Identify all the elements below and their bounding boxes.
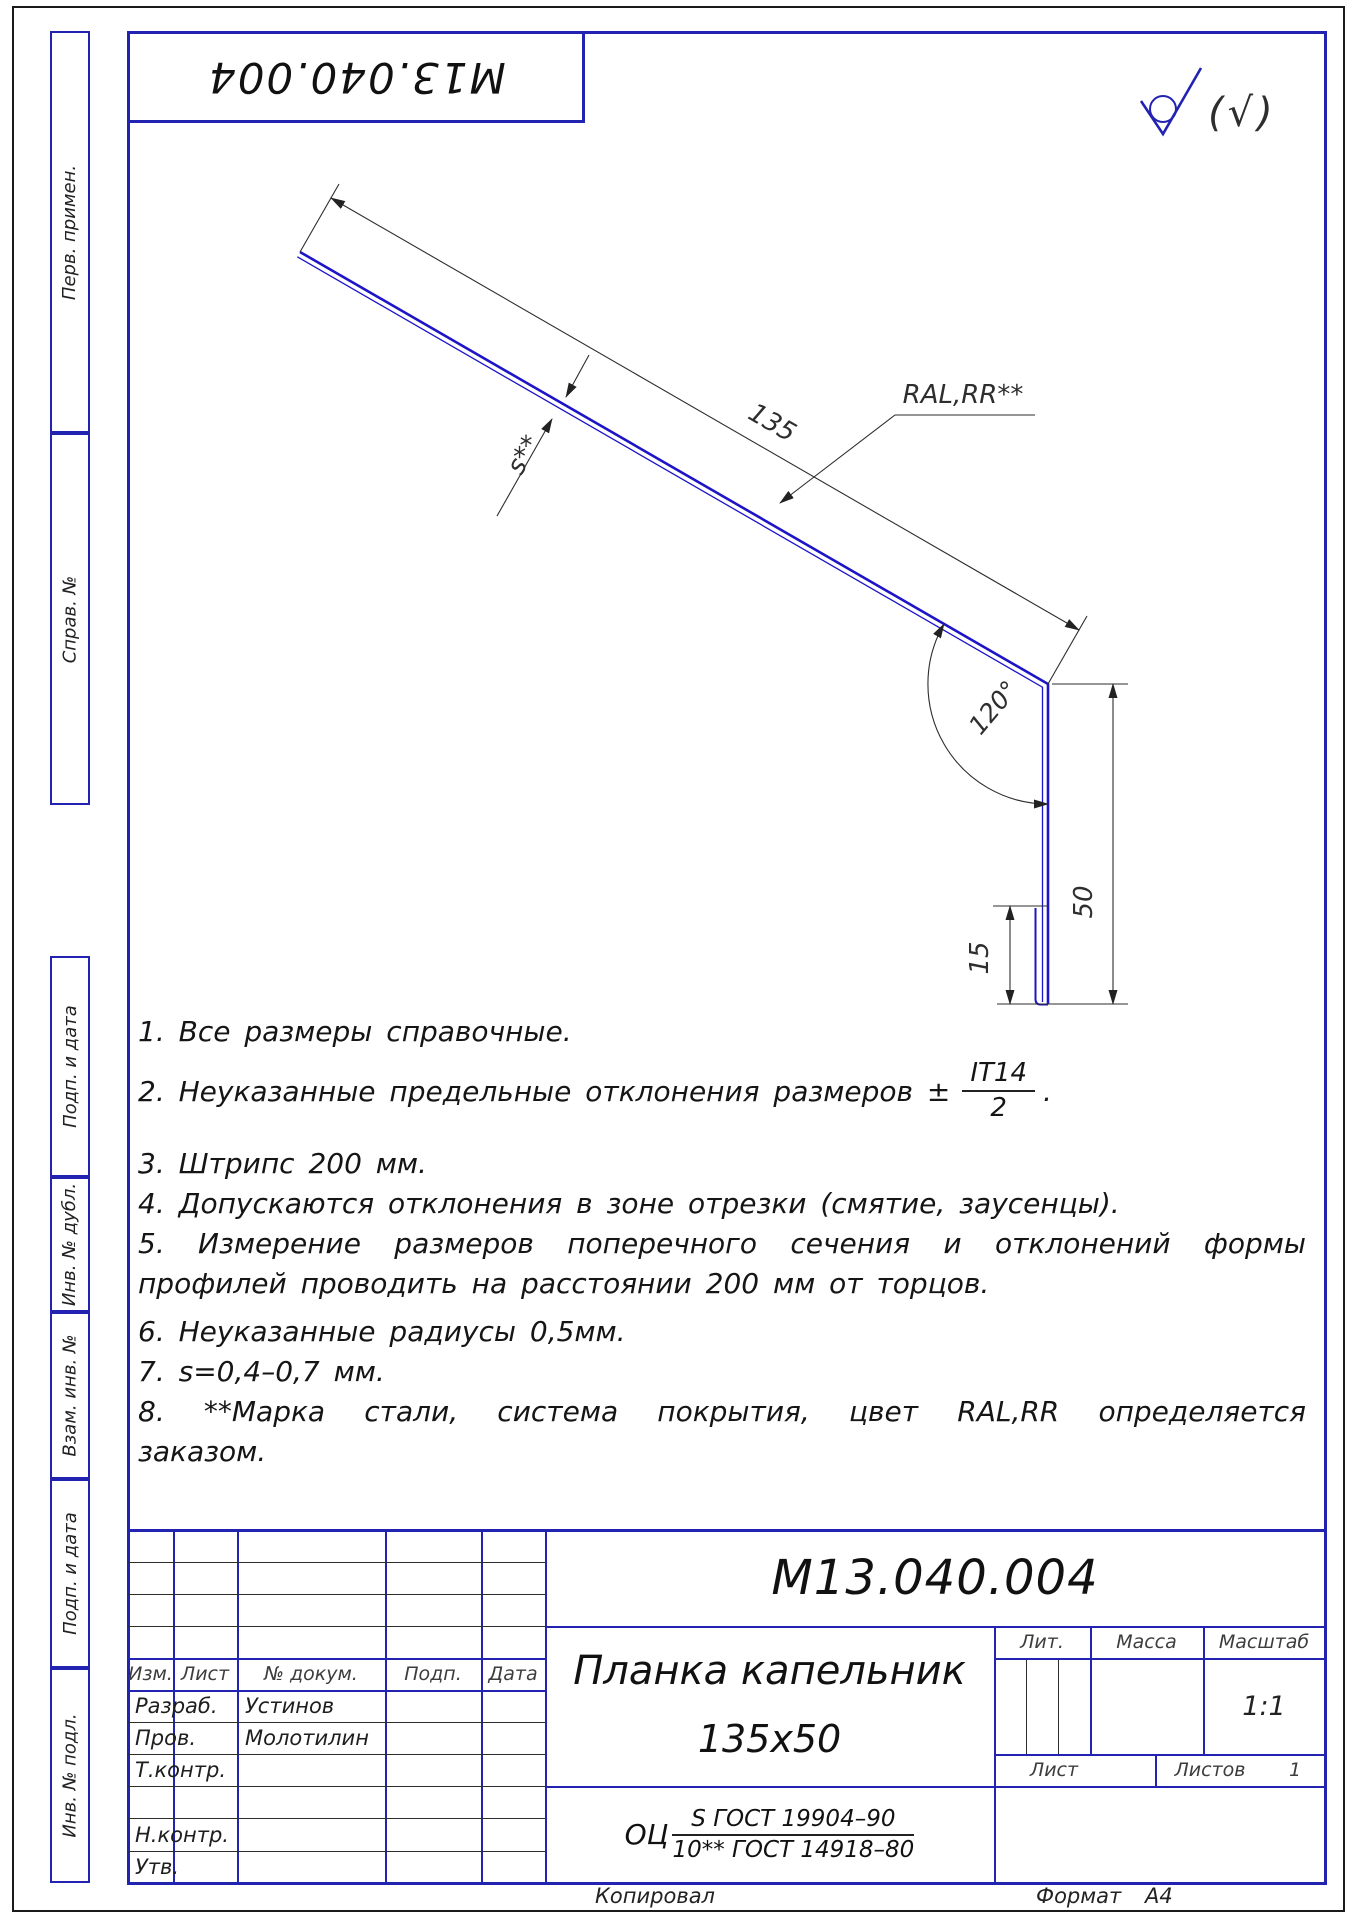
note-6: 6. Неуказанные радиусы 0,5мм. xyxy=(138,1315,626,1348)
dim-50-label: 50 xyxy=(1069,885,1099,919)
surface-check-icon xyxy=(1141,68,1201,134)
footer-format-label: Формат xyxy=(1036,1884,1122,1908)
margin-label: Подп. и дата xyxy=(59,1512,81,1635)
tb-row-nkontr-label: Н.контр. xyxy=(135,1822,229,1847)
margin-label: Инв. № дубл. xyxy=(59,1182,81,1307)
surface-bracket-label: (√) xyxy=(1208,90,1277,136)
note-8-line2: заказом. xyxy=(138,1435,267,1468)
profile-hem-line xyxy=(1036,908,1049,1005)
margin-label: Инв. № подл. xyxy=(59,1713,81,1838)
tb-line xyxy=(128,1786,545,1787)
dim-15-label: 15 xyxy=(965,941,995,975)
note-2-text: 2. Неуказанные предельные отклонения размеров ± xyxy=(138,1074,951,1108)
tb-row-utv-label: Утв. xyxy=(135,1855,180,1879)
tb-col-doc: № докум. xyxy=(264,1663,358,1685)
tb-designation: М13.040.004 xyxy=(771,1550,1099,1606)
footer-copied-label: Копировал xyxy=(595,1884,715,1908)
coating-leader-line xyxy=(780,415,1035,503)
dim-thickness-group xyxy=(497,355,589,516)
margin-label: Перв. примен. xyxy=(59,164,81,300)
note-8-line1: 8. **Марка стали, система покрытия, цвет RAL,RR определяется xyxy=(138,1395,1306,1428)
note-5-line2: профилей проводить на расстоянии 200 мм от торцов. xyxy=(138,1267,990,1300)
surface-finish-icon xyxy=(1141,68,1201,134)
margin-label: Подп. и дата xyxy=(59,1005,81,1128)
extension-line xyxy=(300,184,339,252)
tb-row-prov-name: Молотилин xyxy=(245,1726,369,1750)
tb-line xyxy=(237,1530,239,1883)
part-name-line2: 135x50 xyxy=(697,1717,842,1761)
note-7: 7. s=0,4–0,7 мм. xyxy=(138,1355,385,1388)
tb-col-list: Лист xyxy=(180,1663,230,1685)
technical-notes xyxy=(138,1012,1306,1472)
tb-line xyxy=(1026,1658,1027,1754)
dimension-line-135 xyxy=(331,198,1079,630)
footer-format-value: А4 xyxy=(1145,1884,1173,1908)
dim-angle-label: 120° xyxy=(963,675,1024,740)
tb-scale-label: Масштаб xyxy=(1218,1631,1310,1653)
margin-label: Справ. № xyxy=(59,575,81,663)
tb-col-izm: Изм. xyxy=(128,1663,173,1685)
dim-135-group xyxy=(300,184,1087,684)
material-cell xyxy=(545,1786,994,1883)
tb-row-razrab-name: Устинов xyxy=(245,1694,335,1718)
dim-15-group xyxy=(993,906,1047,1004)
tb-line xyxy=(128,1594,545,1595)
tb-mass-label: Масса xyxy=(1116,1631,1177,1653)
tb-row-razrab-label: Разраб. xyxy=(135,1694,218,1718)
note-5-line1: 5. Измерение размеров поперечного сечения и отклонений формы xyxy=(138,1227,1306,1260)
tb-line xyxy=(385,1530,387,1883)
tb-col-data: Дата xyxy=(488,1663,538,1685)
tb-sheets-value: 1 xyxy=(1288,1759,1302,1781)
tb-row-prov-label: Пров. xyxy=(135,1726,197,1750)
tb-col-podp: Подп. xyxy=(404,1663,462,1685)
note-2-period: . xyxy=(1043,1074,1052,1108)
fraction-denominator: 2 xyxy=(990,1093,1007,1123)
tb-lit-label: Лит. xyxy=(1020,1631,1064,1653)
tb-line xyxy=(128,1562,545,1563)
tb-line xyxy=(1058,1658,1059,1754)
tb-row-tkontr-label: Т.контр. xyxy=(135,1758,227,1782)
tb-sheet-label: Лист xyxy=(1029,1759,1079,1781)
note-3: 3. Штрипс 200 мм. xyxy=(138,1147,427,1180)
coating-label: RAL,RR** xyxy=(902,380,1024,410)
dim-135-label: 135 xyxy=(743,397,801,449)
note-1: 1. Все размеры справочные. xyxy=(138,1015,572,1048)
profile-shape xyxy=(297,252,1048,1005)
tolerance-fraction xyxy=(962,1059,1035,1122)
note-4: 4. Допускаются отклонения в зоне отрезки (смятие, заусенцы). xyxy=(138,1187,1120,1220)
profile-inner-line xyxy=(297,257,1042,1002)
surface-circle-icon xyxy=(1150,96,1176,122)
margin-label: Взам. инв. № xyxy=(59,1334,81,1457)
tb-sheets-label: Листов xyxy=(1174,1759,1246,1781)
fraction-numerator: IT14 xyxy=(962,1059,1035,1092)
extension-line xyxy=(1048,616,1087,684)
material-gost-top: S ГОСТ 19904–90 xyxy=(672,1806,914,1835)
note-2 xyxy=(138,1056,1306,1126)
material-gost-bottom: 10** ГОСТ 14918–80 xyxy=(672,1836,915,1863)
tb-scale-value: 1:1 xyxy=(1242,1690,1286,1722)
profile-outer-line xyxy=(300,252,1048,1004)
dim-thickness-label: s** xyxy=(501,430,547,480)
material-fraction xyxy=(672,1806,914,1863)
part-name-line1: Планка капельник xyxy=(573,1648,966,1694)
tb-line xyxy=(481,1530,483,1883)
tb-line xyxy=(128,1626,545,1627)
dim-50-group xyxy=(997,684,1128,1004)
thickness-arrow-line xyxy=(566,355,589,397)
top-designation-text: М13.040.004 xyxy=(206,52,506,102)
material-prefix: ОЦ xyxy=(624,1818,669,1851)
